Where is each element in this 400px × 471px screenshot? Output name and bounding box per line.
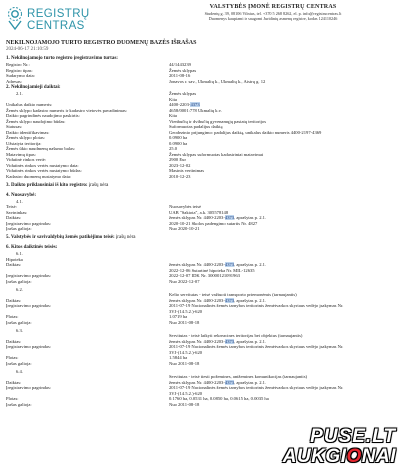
highlighted-number: 4373 xyxy=(224,297,235,303)
field-value-text: 25.0 xyxy=(169,146,178,152)
field-value xyxy=(169,402,391,408)
field-value-text: Kelio servitutas - teisė važiuoti transporto priemonėmis (tarnaujantis) xyxy=(169,292,297,298)
field-value-text: 0.0900 ha xyxy=(169,135,188,141)
field-value-text: Masinis vertinimas xyxy=(169,168,205,174)
field-value-text: 2010-12-23 xyxy=(169,173,191,179)
field-value-suffix: , aprašytas p. 2.1. xyxy=(234,262,267,268)
field-value-text: 0.0900 ha xyxy=(169,140,188,146)
field-value-suffix: , aprašytas p. 2.1. xyxy=(234,338,267,344)
field-label: Statusas: xyxy=(6,124,23,130)
section-4-title: 4. Nuosavybė: xyxy=(6,192,37,198)
watermark-line-2: AUKGIONAI xyxy=(282,446,396,467)
field-value-text: 2023-12-02 xyxy=(169,162,191,168)
field-label: Užstatyta teritorija: xyxy=(6,140,42,146)
field-value xyxy=(169,174,391,180)
highlighted-number: 4373 xyxy=(224,215,235,221)
field-label: Daiktas: xyxy=(6,338,22,344)
field-value xyxy=(169,361,391,367)
field-value-text: 1.0719 ha xyxy=(169,314,188,320)
field-label: Registro Nr.: xyxy=(6,62,30,68)
field-label: Žemės sklypo naudojimo būdas: xyxy=(6,118,66,124)
field-label: Adresas: xyxy=(6,78,23,84)
field-value-text: žemės sklypas Nr. 4400-2203- xyxy=(169,215,225,221)
section-5-label: 5. Valstybės ir savivaldybių žemės patikėjimo teisė: xyxy=(6,235,115,241)
field-label: Įrašas galioja: xyxy=(6,319,32,325)
field-label: Kadastro duomenų nustatymo data: xyxy=(6,173,72,179)
field-value-text: žemės sklypas Nr. 4400-2203- xyxy=(169,379,225,385)
item-index: 6.3. xyxy=(16,327,23,333)
field-value-text: Vienbučių ir dvibučių gyvenamųjų pastatų teritorijos xyxy=(169,118,267,124)
item-index: 6.4. xyxy=(16,368,23,374)
field-value-text: 2011-07-19 Nacionalinės žemės tarnybos teritorinis žemėtvarkos skyriaus vedėjo įsakymas Nr. xyxy=(169,344,344,350)
section-3-label: 3. Daikto priklausiniai iš kito registro: xyxy=(6,182,88,188)
logo-emblem-icon xyxy=(6,7,24,31)
field-label: Savininkas: xyxy=(6,209,28,215)
field-value-text: Jonavos r. sav., Ukmalių k., Ukmalių k., Aistrų g. 12 xyxy=(169,78,266,84)
organization-title: VALSTYBĖS ĮMONĖ REGISTRŲ CENTRAS xyxy=(209,4,337,10)
field-label: Unikalus daikto numeris: xyxy=(6,102,53,108)
field-value-text: Nuosavybės teisė xyxy=(169,204,202,210)
field-value-text: Nuo 2020-10-21 xyxy=(169,226,200,232)
section-2-title: 2. Nekilnojamieji daiktai: xyxy=(6,85,61,91)
field-label: Daikto pagrindinės naudojimo paskirtis: xyxy=(6,113,80,119)
logo-text xyxy=(27,8,90,32)
logo-line-2: CENTRAS xyxy=(27,20,85,32)
field-label: Daiktas: xyxy=(6,297,22,303)
field-value-text: 3VJ-(14.5.2.)-620 xyxy=(169,390,203,396)
field-value-text: Kita xyxy=(169,113,177,119)
field-label: Daikto identifikavimas: xyxy=(6,129,50,135)
field-label: Įregistravimo pagrindas: xyxy=(6,385,52,391)
field-label: Įrašas galioja: xyxy=(6,278,32,284)
document-body xyxy=(6,55,394,410)
field-label: Teisė: xyxy=(6,204,17,210)
field-label: Plotas: xyxy=(6,355,19,361)
field-value-text: Nuo 2011-08-18 xyxy=(169,319,200,325)
ownership-row xyxy=(6,226,394,232)
section-5-value: įrašų nėra xyxy=(115,235,136,241)
field-value-text: Servitutas - teisė tiesti požemines, antžemines komunikacijas (tarnaujantis) xyxy=(169,374,308,380)
field-value-text: Nuo 2011-08-18 xyxy=(169,401,200,407)
item-index: 2.1. xyxy=(16,91,23,97)
item-type: Žemės sklypas xyxy=(169,91,197,97)
field-value-text: 2011-07-19 Nacionalinės žemės tarnybos teritorinis žemėtvarkos skyriaus vedėjo įsakymas Nr. xyxy=(169,385,344,391)
section-1-title: 1. Nekilnojamojo turto registro įregistravimo turtas: xyxy=(6,56,118,61)
field-label: Įregistravimo pagrindas: xyxy=(6,344,52,350)
field-value xyxy=(169,320,391,326)
right-row xyxy=(6,320,394,326)
field-value-text: 44/1443239 xyxy=(169,62,191,68)
field-value-text: Žemės sklypas suformuotas kadastriniai matavimai xyxy=(169,151,264,157)
field-label: Registro tipas: xyxy=(6,67,33,73)
item-index: 6.2. xyxy=(16,286,23,292)
field-value-suffix: , aprašytas p. 2.1. xyxy=(234,379,267,385)
field-value xyxy=(169,226,391,232)
document-header xyxy=(0,0,400,38)
watermark xyxy=(283,427,396,467)
right-row xyxy=(6,402,394,408)
section-3-value: įrašų nėra xyxy=(88,182,109,188)
field-label: Įrašas galioja: xyxy=(6,401,32,407)
field-label: Daiktas: xyxy=(6,215,22,221)
field-label: Plotas: xyxy=(6,314,19,320)
field-value-suffix: , aprašytas p. 2.1. xyxy=(234,215,267,221)
field-value-text: 2020-10-21 Skolos padengimo sutartis Nr. 4827 xyxy=(169,220,258,226)
field-value-text: Suformuotas padalijus daiktą xyxy=(169,124,223,130)
item-use: Kita xyxy=(169,96,177,102)
field-label: Sudarymo data: xyxy=(6,73,35,79)
field-value-text: žemės sklypas Nr. 4400-2203- xyxy=(169,338,225,344)
field-label: Vidutinės rinkos vertės nustatymo būdas: xyxy=(6,168,82,174)
field-label: Žemės sklypo kadastro numeris ir kadastro vietovės pavadinimas: xyxy=(6,107,128,113)
field-label: Hipoteka xyxy=(6,256,23,262)
field-label: Žemės sklypo plotas: xyxy=(6,135,46,141)
field-label: Įregistravimo pagrindas: xyxy=(6,220,52,226)
field-value-text: 2022-12-06 Sutartinė hipoteka Nr. MIL-12635 xyxy=(169,267,255,273)
organization-block xyxy=(150,3,396,22)
organization-address: Studentų g. 39, 08106 Vilnius, tel. +370 5 268 8262, el. p. info@registrucentras.lt xyxy=(204,11,342,16)
field-label: Daiktas: xyxy=(6,379,22,385)
highlighted-number: 4373 xyxy=(190,102,200,108)
field-label: Daiktas: xyxy=(6,262,22,268)
field-value-text: žemės sklypas Nr. 4400-2203- xyxy=(169,262,225,268)
organization-registry-note: Duomenys kaupiami ir saugomi Juridinių asmenų registre, kodas 124110246 xyxy=(208,16,338,22)
section-6-title: 6. Kitos daiktinės teisės: xyxy=(6,245,58,251)
field-value-text: 2011-07-19 Nacionalinės žemės tarnybos teritorinis žemėtvarkos skyriaus vedėjo įsakymas Nr. xyxy=(169,303,344,309)
field-value-suffix: , aprašytas p. 2.1. xyxy=(234,297,267,303)
field-value-text: 0.1760 ha, 0.0531 ha, 0.0850 ha, 0.0615 ha, 0.0035 ha xyxy=(169,396,269,402)
field-value xyxy=(169,79,391,85)
field-value-text: 2011-08-16 xyxy=(169,73,191,79)
registru-centras-logo xyxy=(6,3,126,37)
item-index: 6.1. xyxy=(16,251,23,257)
item-index: 4.1. xyxy=(16,198,23,204)
field-value-text: 2900 Eur xyxy=(169,157,186,163)
field-label: Įrašas galioja: xyxy=(6,226,32,232)
field-label: Žemės ūkio naudmenų našumo balas: xyxy=(6,146,76,152)
field-value-text: 1.5844 ha xyxy=(169,355,188,361)
field-value-text: Žemės sklypas xyxy=(169,67,197,73)
field-label: Įregistravimo pagrindas: xyxy=(6,303,52,309)
field-value-text: 3VJ-(14.5.2.)-620 xyxy=(169,308,203,314)
field-label: Plotas: xyxy=(6,396,19,402)
field-label: Matavimų tipas: xyxy=(6,151,36,157)
highlighted-number: 4373 xyxy=(224,262,235,268)
unique-number-prefix: 4400-2203- xyxy=(169,102,191,108)
field-label: Įregistravimo pagrindas: xyxy=(6,273,52,279)
field-value-text: 2022-12-07 IDK Nr. 30000121091963 xyxy=(169,273,240,279)
logo-line-1: REGISTRŲ xyxy=(27,8,90,20)
right-row xyxy=(6,361,394,367)
field-value-text: Nuo 2022-12-07 xyxy=(169,278,200,284)
field-value-text: 3VJ-(14.5.2.)-620 xyxy=(169,349,203,355)
register-row xyxy=(6,79,394,85)
field-label: Įrašas galioja: xyxy=(6,360,32,366)
field-value-text: UAB "Sakiota", a.k. 305578148 xyxy=(169,209,229,215)
highlighted-number: 4373 xyxy=(224,338,235,344)
watermark-line-1: PUSE.LT xyxy=(310,426,396,447)
field-value-text: žemės sklypas Nr. 4400-2203- xyxy=(169,297,225,303)
field-value-text: Geodezinio prijungimo: padalijus daiktą, unikalus daikto numeris 4400-2197-4369 xyxy=(169,129,322,135)
field-value-text: Servitutas - teisė laikyti rekreacines teritorijas bei objektus (tarnaujantis) xyxy=(169,333,303,339)
field-label: Vidutinės rinkos vertės nustatymo data: xyxy=(6,162,79,168)
parcel-row xyxy=(6,174,394,180)
field-value-text: Nuo 2011-08-18 xyxy=(169,360,200,366)
highlighted-number: 4373 xyxy=(224,379,235,385)
field-value: 4658/0001:778 Ukmalių k.v. xyxy=(169,107,222,113)
document-date: 2024-06-17 21:10:59 xyxy=(6,47,49,52)
right-row xyxy=(6,279,394,285)
field-value xyxy=(169,279,391,285)
field-label: Vidutinė rinkos vertė: xyxy=(6,157,47,163)
document-title: NEKILNOJAMOJO TURTO REGISTRO DUOMENŲ BAZĖS IŠRAŠAS xyxy=(6,40,197,46)
